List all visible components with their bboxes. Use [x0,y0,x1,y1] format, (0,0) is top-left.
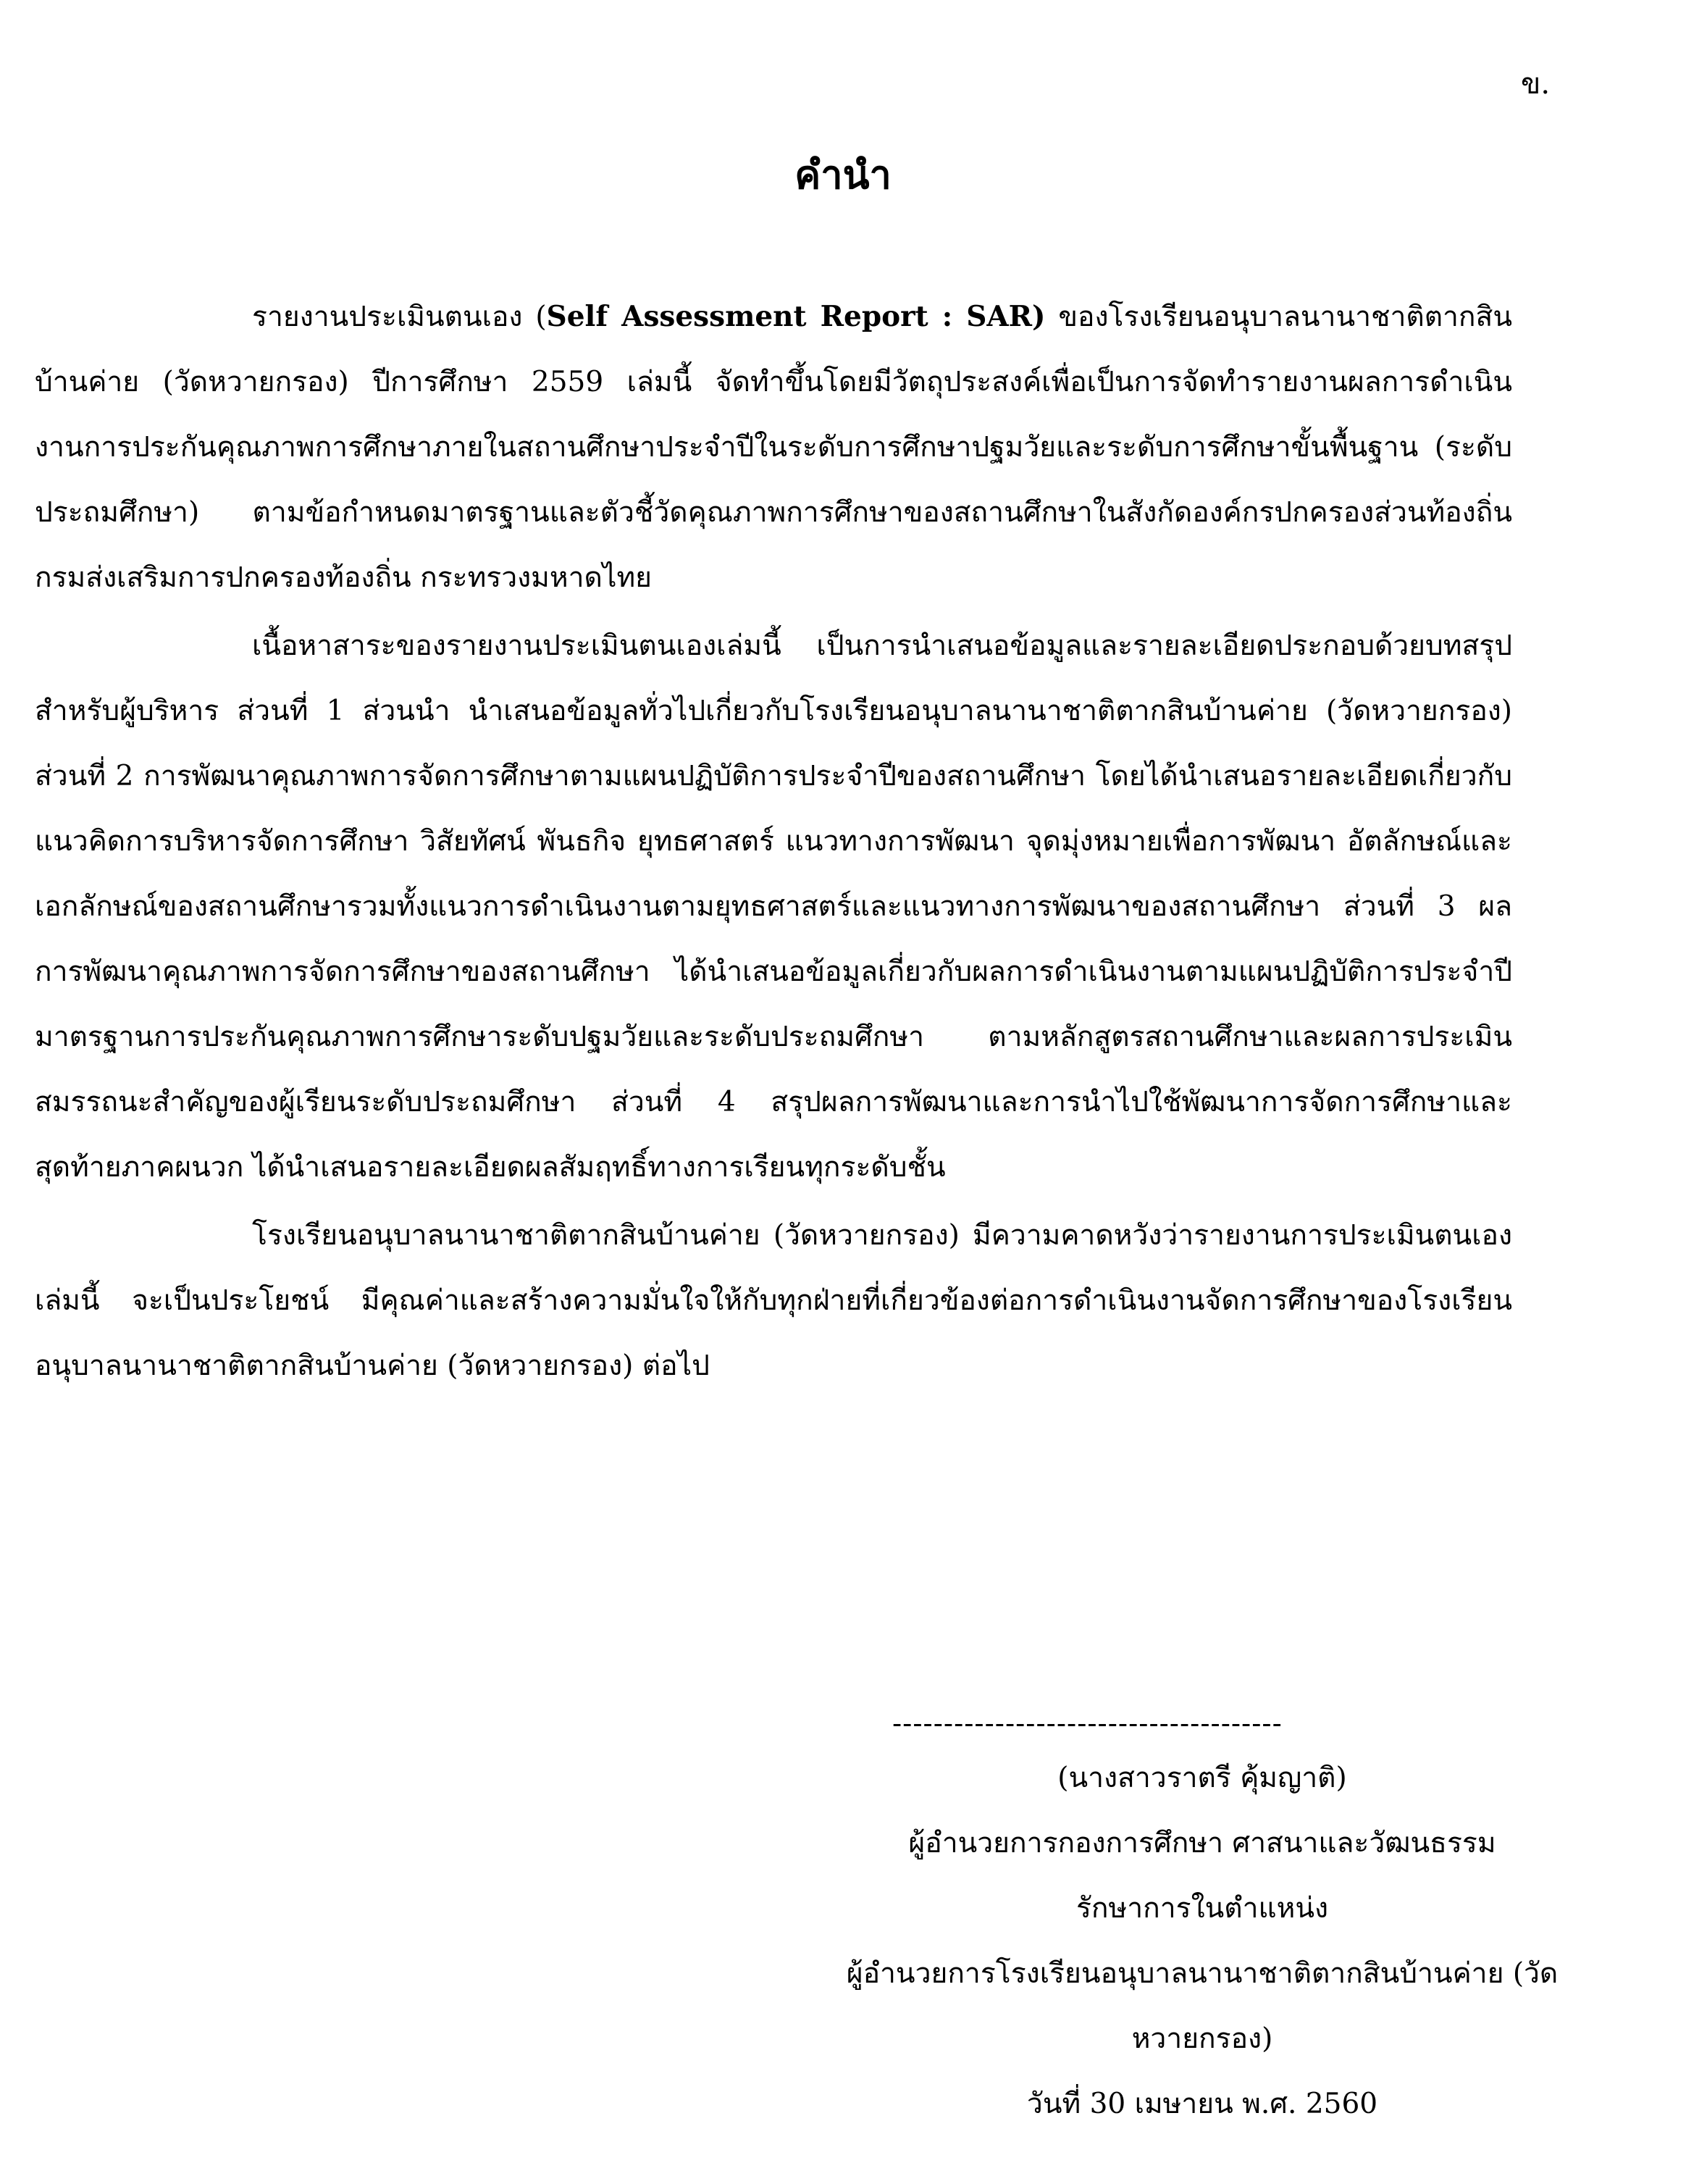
signer-acting-position: ผู้อำนวยการโรงเรียนอนุบาลนานาชาติตากสินบ้านค่าย (วัดหวายกรอง) [846,1957,1559,2055]
page-number: ข. [1521,67,1551,101]
paragraph-intro-before: รายงานประเมินตนเอง ( [252,301,547,333]
signer-name: (นางสาวราตรี คุ้มญาติ) [1057,1762,1347,1794]
page-title: คำนำ [794,151,892,198]
paragraph-intro [35,284,1512,611]
paragraph-intro-after: ของโรงเรียนอนุบาลนานาชาติตากสินบ้านค่าย (วัดหวายกรอง) ปีการศึกษา 2559 เล่มนี้ จัดทำขึ้นโดยมีวัตถุประสงค์เพื่อเป็นการจัดทำรายงานผลการดำเนินงานการประกันคุณภาพการศึกษาภายในสถานศึกษาประจำปีในระดับการศึกษาปฐมวัยและระดับการศึกษาขั้นพื้นฐาน (ระดับประถมศึกษา) ตามข้อกำหนดมาตรฐานและตัวชี้วัดคุณภาพการศึกษาของสถานศึกษาในสังกัดองค์กรปกครองส่วนท้องถิ่น กรมส่งเสริมการปกครองท้องถิ่น กระทรวงมหาดไทย [35,301,1512,594]
signer-acting-note: รักษาการในตำแหน่ง [1075,1892,1329,1925]
body-text [35,284,1512,1402]
signature-block [840,1702,1564,2137]
signer-position: ผู้อำนวยการกองการศึกษา ศาสนาและวัฒนธรรม [908,1827,1496,1859]
paragraph-intro-emphasis: Self Assessment Report : SAR) [546,300,1046,333]
paragraph-content: เนื้อหาสาระของรายงานประเมินตนเองเล่มนี้ เป็นการนำเสนอข้อมูลและรายละเอียดประกอบด้วยบทสรุปสำหรับผู้บริหาร ส่วนที่ 1 ส่วนนำ นำเสนอข้อมูลทั่วไปเกี่ยวกับโรงเรียนอนุบาลนานาชาติตากสินบ้านค่าย (วัดหวายกรอง) ส่วนที่ 2 การพัฒนาคุณภาพการจัดการศึกษาตามแผนปฏิบัติการประจำปีของสถานศึกษา โดยได้นำเสนอรายละเอียดเกี่ยวกับแนวคิดการบริหารจัดการศึกษา วิสัยทัศน์ พันธกิจ ยุทธศาสตร์ แนวทางการพัฒนา จุดมุ่งหมายเพื่อการพัฒนา อัตลักษณ์และเอกลักษณ์ของสถานศึกษารวมทั้งแนวการดำเนินงานตามยุทธศาสตร์และแนวทางการพัฒนาของสถานศึกษา ส่วนที่ 3 ผลการพัฒนาคุณภาพการจัดการศึกษาของสถานศึกษา ได้นำเสนอข้อมูลเกี่ยวกับผลการดำเนินงานตามแผนปฏิบัติการประจำปี มาตรฐานการประกันคุณภาพการศึกษาระดับปฐมวัยและระดับประถมศึกษา ตามหลักสูตรสถานศึกษาและผลการประเมินสมรรถนะสำคัญของผู้เรียนระดับประถมศึกษา ส่วนที่ 4 สรุปผลการพัฒนาและการนำไปใช้พัฒนาการจัดการศึกษาและสุดท้ายภาคผนวก ได้นำเสนอรายละเอียดผลสัมฤทธิ์ทางการเรียนทุกระดับชั้น [35,629,1512,1184]
paragraph-closing: โรงเรียนอนุบาลนานาชาติตากสินบ้านค่าย (วัดหวายกรอง) มีความคาดหวังว่ารายงานการประเมินตนเองเล่มนี้ จะเป็นประโยชน์ มีคุณค่าและสร้างความมั่นใจให้กับทุกฝ่ายที่เกี่ยวข้องต่อการดำเนินงานจัดการศึกษาของโรงเรียนอนุบาลนานาชาติตากสินบ้านค่าย (วัดหวายกรอง) ต่อไป [35,1219,1512,1382]
signature-date: วันที่ 30 เมษายน พ.ศ. 2560 [1026,2088,1378,2120]
signature-line: -------------------------------------- [892,1707,1283,1740]
